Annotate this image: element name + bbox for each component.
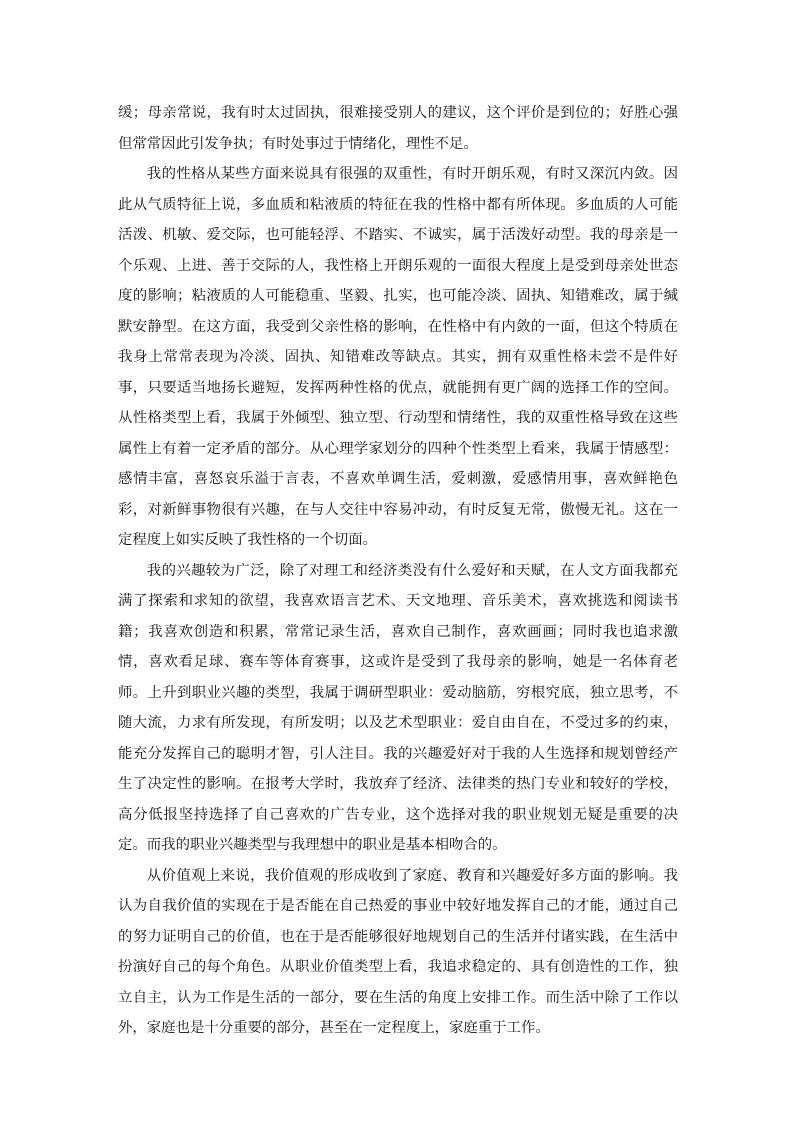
paragraph-personality: 我的性格从某些方面来说具有很强的双重性，有时开朗乐观，有时又深沉内敛。因此从气质特征上说，多血质和粘液质的特征在我的性格中都有所体现。多血质的人可能活泼、机敏、爱交际，也可能轻浮、不踏实、不诚实，属于活泼好动型。我的母亲是一个乐观、上进、善于交际的人，我性格上开朗乐观的一面很大程度上是受到母亲处世态度的影响；粘液质的人可能稳重、坚毅、扎实，也可能冷淡、固执、知错难改，属于缄默安静型。在这方面，我受到父亲性格的影响，在性格中有内敛的一面，但这个特质在我身上常常表现为冷淡、固执、知错难改等缺点。其实，拥有双重性格未尝不是件好事，只要适当地扬长避短，发挥两种性格的优点，就能拥有更广阔的选择工作的空间。从性格类型上看，我属于外倾型、独立型、行动型和情绪性，我的双重性格导致在这些属性上有着一定矛盾的部分。从心理学家划分的四种个性类型上看来，我属于情感型：感情丰富，喜怒哀乐溢于言表，不喜欢单调生活，爱刺激，爱感情用事，喜欢鲜艳色彩，对新鲜事物很有兴趣，在与人交往中容易冲动，有时反复无常，傲慢无礼。这在一定程度上如实反映了我性格的一个切面。	[118, 166, 678, 548]
paragraph-continuation: 缓；母亲常说，我有时太过固执，很难接受别人的建议，这个评价是到位的；好胜心强但常常因此引发争执；有时处事过于情绪化，理性不足。	[118, 105, 678, 152]
document-body	[118, 98, 678, 1044]
paragraph-values: 从价值观上来说，我价值观的形成收到了家庭、教育和兴趣爱好多方面的影响。我认为自我价值的实现在于是否能在自己热爱的事业中较好地发挥自己的才能，通过自己的努力证明自己的价值，也在于是否能够很好地规划自己的生活并付诸实践，在生活中扮演好自己的每个角色。从职业价值类型上看，我追求稳定的、具有创造性的工作，独立自主，认为工作是生活的一部分，要在生活的角度上安排工作。而生活中除了工作以外，家庭也是十分重要的部分，甚至在一定程度上，家庭重于工作。	[118, 867, 678, 1036]
paragraph-interests: 我的兴趣较为广泛，除了对理工和经济类没有什么爱好和天赋，在人文方面我都充满了探索和求知的欲望，我喜欢语言艺术、天文地理、音乐美术，喜欢挑选和阅读书籍；我喜欢创造和积累，常常记录生活，喜欢自己制作，喜欢画画；同时我也追求激情，喜欢看足球、赛车等体育赛事，这或许是受到了我母亲的影响，她是一名体育老师。上升到职业兴趣的类型，我属于调研型职业：爱动脑筋，穷根究底，独立思考，不随大流，力求有所发现，有所发明；以及艺术型职业：爱自由自在，不受过多的约束，能充分发挥自己的聪明才智，引人注目。我的兴趣爱好对于我的人生选择和规划曾经产生了决定性的影响。在报考大学时，我放弃了经济、法律类的热门专业和较好的学校，高分低报坚持选择了自己喜欢的广告专业，这个选择对我的职业规划无疑是重要的决定。而我的职业兴趣类型与我理想中的职业是基本相吻合的。	[118, 562, 678, 853]
